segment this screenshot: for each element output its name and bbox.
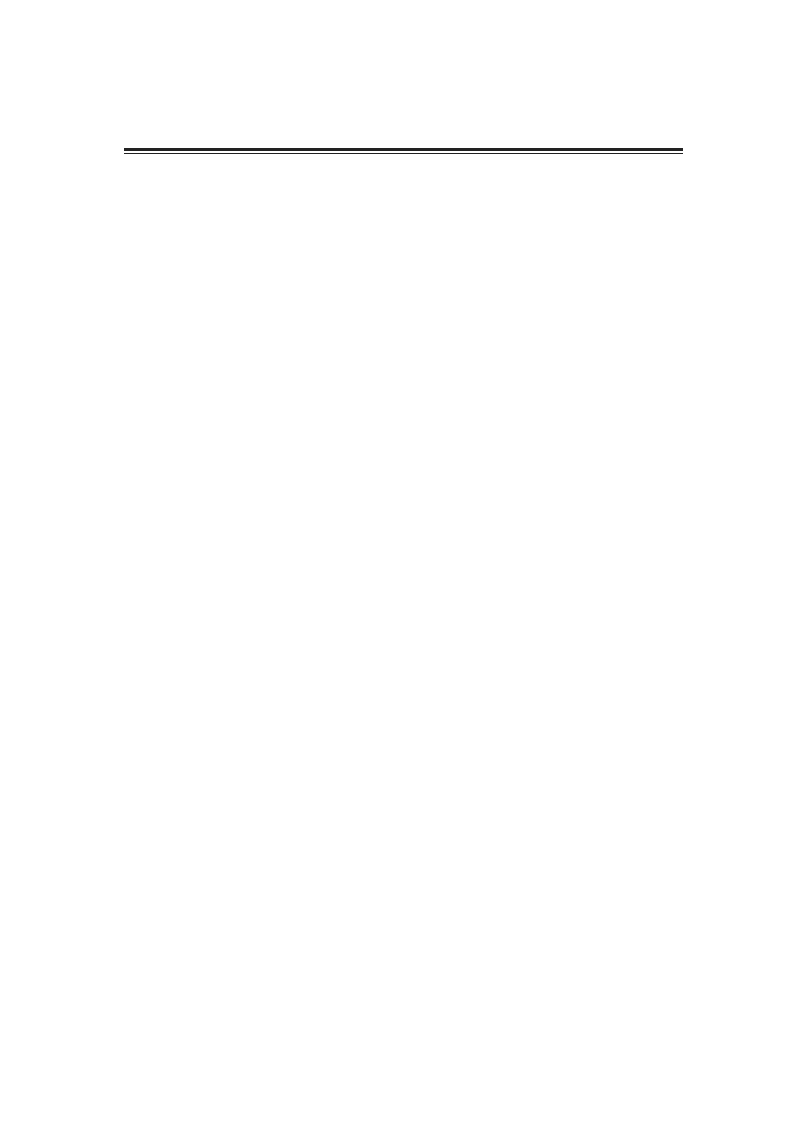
title-rule-thick bbox=[124, 148, 683, 151]
toc-warning[interactable] bbox=[267, 174, 683, 202]
title-rule-thin bbox=[124, 153, 683, 154]
table-of-contents bbox=[267, 174, 683, 220]
